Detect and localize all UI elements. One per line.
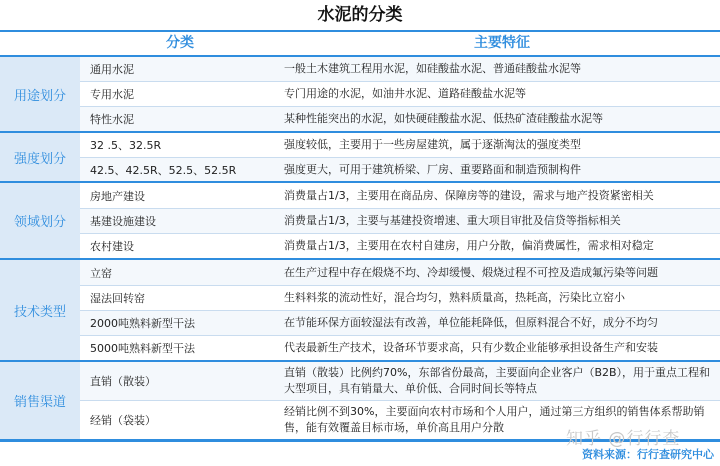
- header-classification: 分类: [166, 35, 194, 51]
- group-domain: [0, 183, 720, 260]
- row-name: 32 .5、32.5R: [90, 139, 162, 152]
- source-note: 资料来源：行行查研究中心: [582, 448, 714, 461]
- row-desc: 生料料浆的流动性好，混合均匀，熟料质量高，热耗高，污染比立窑小: [284, 291, 625, 304]
- group-technology: [0, 260, 720, 362]
- table-row: [80, 233, 720, 258]
- table-header: [0, 30, 720, 57]
- row-name: 专用水泥: [90, 88, 134, 101]
- group-label: 领域划分: [0, 183, 80, 258]
- row-name: 湿法回转窑: [90, 292, 145, 305]
- row-desc: 消费量占1/3，主要与基建投资增速、重大项目审批及信贷等指标相关: [284, 214, 621, 227]
- row-name: 立窑: [90, 266, 112, 280]
- row-name: 5000吨熟料新型干法: [90, 342, 195, 355]
- row-desc: 某种性能突出的水泥，如快硬硅酸盐水泥、低热矿渣硅酸盐水泥等: [284, 112, 603, 125]
- table-row: [80, 57, 720, 81]
- row-name: 特性水泥: [90, 113, 134, 126]
- group-strength: [0, 133, 720, 183]
- row-desc: 消费量占1/3，主要用在商品房、保障房等的建设，需求与地产投资紧密相关: [284, 188, 654, 202]
- row-desc: 代表最新生产技术，设备环节要求高，只有少数企业能够承担设备生产和安装: [284, 341, 658, 354]
- table-row: [80, 208, 720, 233]
- group-label: 强度划分: [0, 133, 80, 181]
- row-name: 农村建设: [90, 240, 134, 253]
- table-row: [80, 362, 720, 400]
- row-name: 直销（散装）: [90, 375, 156, 388]
- row-desc: 专门用途的水泥，如油井水泥、道路硅酸盐水泥等: [284, 87, 526, 100]
- row-desc: 强度更大，可用于建筑桥梁、厂房、重要路面和制造预制构件: [284, 162, 581, 176]
- row-name: 2000吨熟料新型干法: [90, 317, 195, 330]
- table-row: [80, 133, 720, 157]
- row-name: 通用水泥: [90, 63, 134, 76]
- row-desc: 消费量占1/3，主要用在农村自建房，用户分散，偏消费属性，需求相对稳定: [284, 239, 654, 252]
- row-desc: 一般土木建筑工程用水泥，如硅酸盐水泥、普通硅酸盐水泥等: [284, 62, 581, 75]
- row-desc: 直销（散装）比例约70%，东部省份最高，主要面向企业客户（B2B），用于重点工程和大型项目，具有销量大、单价低、合同时间长等特点: [284, 366, 711, 395]
- table-row: [80, 285, 720, 310]
- row-desc: 强度较低，主要用于一些房屋建筑，属于逐渐淘汰的强度类型: [284, 138, 581, 151]
- table-row: [80, 310, 720, 335]
- row-name: 42.5、42.5R、52.5、52.5R: [90, 163, 237, 177]
- group-label: 用途划分: [0, 57, 80, 131]
- table-title: 水泥的分类: [317, 5, 403, 25]
- group-label: 技术类型: [0, 260, 80, 360]
- watermark: 知乎 @行行查: [566, 429, 681, 449]
- table-row: [80, 106, 720, 131]
- row-desc: 经销比例不到30%，主要面向农村市场和个人用户，通过第三方组织的销售体系帮助销售，能有效覆盖目标市场，单价高且用户分散: [284, 405, 705, 434]
- row-desc: 在生产过程中存在煅烧不均、冷却缓慢、煅烧过程不可控及造成氟污染等问题: [284, 265, 658, 279]
- row-name: 房地产建设: [90, 189, 145, 203]
- table-row: [80, 335, 720, 360]
- table-row: [80, 260, 720, 285]
- row-desc: 在节能环保方面较湿法有改善，单位能耗降低，但原料混合不好，成分不均匀: [284, 316, 658, 329]
- group-label: 销售渠道: [0, 362, 80, 439]
- header-features: 主要特征: [474, 35, 530, 51]
- table-row: [80, 81, 720, 106]
- row-name: 基建设施建设: [90, 215, 156, 228]
- table-row: [80, 157, 720, 181]
- table-row: [80, 183, 720, 208]
- group-usage: [0, 57, 720, 133]
- row-name: 经销（袋装）: [90, 414, 156, 427]
